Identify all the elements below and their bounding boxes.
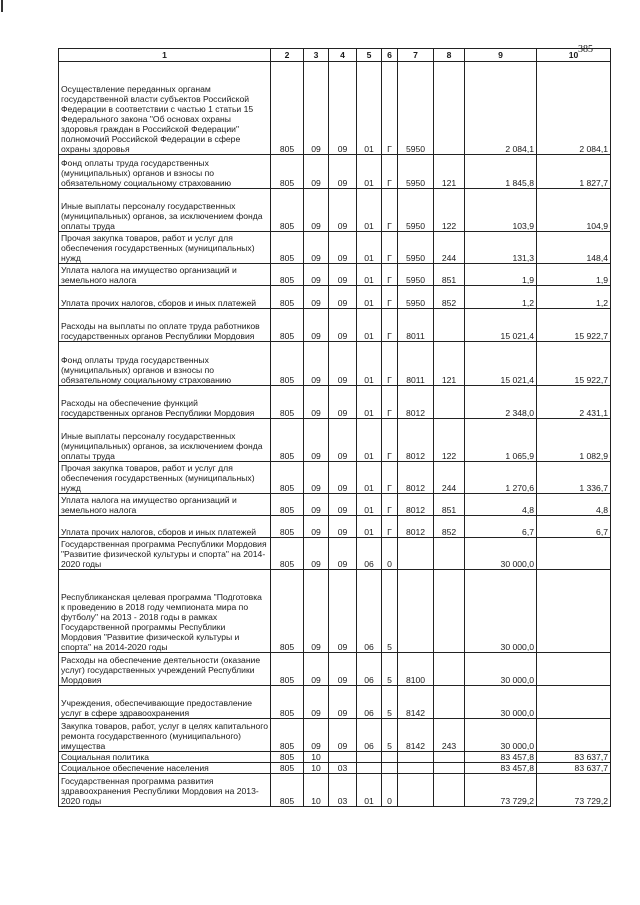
code-ministry-cell: 805 <box>271 342 304 386</box>
col-header-4: 4 <box>329 49 357 62</box>
code-section-cell: 09 <box>304 189 329 232</box>
amount-year2-cell: 6,7 <box>537 516 611 538</box>
code-direction-cell: 8011 <box>398 342 434 386</box>
code-subprogram-cell: Г <box>382 342 398 386</box>
row-name-cell: Социальная политика <box>59 752 271 763</box>
code-program-cell: 01 <box>357 516 382 538</box>
col-header-3: 3 <box>304 49 329 62</box>
table-row <box>59 462 611 494</box>
code-section-cell: 09 <box>304 516 329 538</box>
code-program-cell: 01 <box>357 232 382 264</box>
code-program-cell: 01 <box>357 774 382 807</box>
col-header-8: 8 <box>434 49 465 62</box>
code-ministry-cell: 805 <box>271 494 304 516</box>
table-row <box>59 538 611 570</box>
code-expense-type-cell: 122 <box>434 189 465 232</box>
row-name-cell: Уплата прочих налогов, сборов и иных платежей <box>59 516 271 538</box>
amount-year1-cell: 15 021,4 <box>465 309 537 342</box>
amount-year1-cell: 83 457,8 <box>465 752 537 763</box>
table-row <box>59 719 611 752</box>
table-row <box>59 286 611 309</box>
col-header-5: 5 <box>357 49 382 62</box>
amount-year2-cell: 73 729,2 <box>537 774 611 807</box>
code-section-cell: 09 <box>304 653 329 686</box>
code-ministry-cell: 805 <box>271 62 304 155</box>
amount-year2-cell <box>537 570 611 653</box>
code-subsection-cell: 09 <box>329 570 357 653</box>
table-row <box>59 494 611 516</box>
code-expense-type-cell: 852 <box>434 516 465 538</box>
code-direction-cell: 8012 <box>398 386 434 419</box>
page-number: 385 <box>578 44 593 55</box>
code-subsection-cell: 09 <box>329 653 357 686</box>
code-expense-type-cell: 851 <box>434 494 465 516</box>
amount-year2-cell: 15 922,7 <box>537 309 611 342</box>
table-row <box>59 264 611 286</box>
code-direction-cell <box>398 570 434 653</box>
code-subsection-cell: 09 <box>329 538 357 570</box>
amount-year2-cell: 15 922,7 <box>537 342 611 386</box>
amount-year2-cell: 1 827,7 <box>537 155 611 189</box>
code-program-cell: 01 <box>357 189 382 232</box>
amount-year2-cell: 83 637,7 <box>537 752 611 763</box>
code-section-cell: 09 <box>304 155 329 189</box>
code-section-cell: 09 <box>304 342 329 386</box>
code-program-cell: 01 <box>357 62 382 155</box>
code-section-cell: 09 <box>304 286 329 309</box>
row-name-cell: Уплата налога на имущество организаций и земельного налога <box>59 494 271 516</box>
code-ministry-cell: 805 <box>271 309 304 342</box>
amount-year1-cell: 83 457,8 <box>465 763 537 774</box>
code-direction-cell <box>398 538 434 570</box>
row-name-cell: Фонд оплаты труда государственных (муниципальных) органов и взносы по обязательному социальному страхованию <box>59 342 271 386</box>
code-program-cell: 01 <box>357 386 382 419</box>
code-section-cell: 09 <box>304 686 329 719</box>
amount-year1-cell: 1,2 <box>465 286 537 309</box>
code-expense-type-cell: 244 <box>434 462 465 494</box>
code-direction-cell: 5950 <box>398 232 434 264</box>
code-expense-type-cell <box>434 752 465 763</box>
code-subsection-cell: 09 <box>329 342 357 386</box>
amount-year1-cell: 30 000,0 <box>465 570 537 653</box>
code-subsection-cell <box>329 752 357 763</box>
code-expense-type-cell: 121 <box>434 342 465 386</box>
code-expense-type-cell: 852 <box>434 286 465 309</box>
row-name-cell: Прочая закупка товаров, работ и услуг для обеспечения государственных (муниципальных) нужд <box>59 232 271 264</box>
code-subsection-cell: 09 <box>329 516 357 538</box>
table-row <box>59 516 611 538</box>
code-expense-type-cell <box>434 774 465 807</box>
code-direction-cell: 8011 <box>398 309 434 342</box>
col-header-1: 1 <box>59 49 271 62</box>
amount-year2-cell: 148,4 <box>537 232 611 264</box>
code-expense-type-cell <box>434 538 465 570</box>
table-row <box>59 309 611 342</box>
header-row <box>59 49 611 62</box>
code-section-cell: 09 <box>304 570 329 653</box>
amount-year1-cell: 30 000,0 <box>465 719 537 752</box>
code-direction-cell: 5950 <box>398 264 434 286</box>
code-section-cell: 09 <box>304 62 329 155</box>
row-name-cell: Закупка товаров, работ, услуг в целях капитального ремонта государственного (муниципального) имущества <box>59 719 271 752</box>
code-ministry-cell: 805 <box>271 232 304 264</box>
row-name-cell: Прочая закупка товаров, работ и услуг для обеспечения государственных (муниципальных) нужд <box>59 462 271 494</box>
row-name-cell: Учреждения, обеспечивающие предоставление услуг в сфере здравоохранения <box>59 686 271 719</box>
code-ministry-cell: 805 <box>271 538 304 570</box>
code-section-cell: 09 <box>304 419 329 462</box>
code-program-cell: 06 <box>357 653 382 686</box>
amount-year1-cell: 30 000,0 <box>465 686 537 719</box>
amount-year2-cell <box>537 686 611 719</box>
code-subsection-cell: 09 <box>329 232 357 264</box>
code-subsection-cell: 09 <box>329 189 357 232</box>
code-program-cell: 06 <box>357 719 382 752</box>
code-section-cell: 09 <box>304 494 329 516</box>
code-subprogram-cell: 5 <box>382 653 398 686</box>
table-row <box>59 62 611 155</box>
amount-year2-cell: 2 084,1 <box>537 62 611 155</box>
amount-year1-cell: 30 000,0 <box>465 538 537 570</box>
table-row <box>59 763 611 774</box>
amount-year1-cell: 2 348,0 <box>465 386 537 419</box>
amount-year2-cell: 2 431,1 <box>537 386 611 419</box>
code-program-cell: 01 <box>357 286 382 309</box>
code-ministry-cell: 805 <box>271 516 304 538</box>
code-ministry-cell: 805 <box>271 653 304 686</box>
amount-year1-cell: 1,9 <box>465 264 537 286</box>
row-name-cell: Иные выплаты персоналу государственных (муниципальных) органов, за исключением фонда оплаты труда <box>59 419 271 462</box>
table-row <box>59 774 611 807</box>
code-expense-type-cell <box>434 309 465 342</box>
code-program-cell: 01 <box>357 309 382 342</box>
code-direction-cell: 8100 <box>398 653 434 686</box>
code-subsection-cell: 09 <box>329 419 357 462</box>
code-expense-type-cell <box>434 763 465 774</box>
code-subsection-cell: 09 <box>329 286 357 309</box>
code-direction-cell: 8012 <box>398 462 434 494</box>
code-subprogram-cell: Г <box>382 309 398 342</box>
row-name-cell: Государственная программа развития здравоохранения Республики Мордовия на 2013-2020 годы <box>59 774 271 807</box>
code-subprogram-cell: Г <box>382 419 398 462</box>
code-program-cell <box>357 763 382 774</box>
code-subsection-cell: 09 <box>329 686 357 719</box>
amount-year1-cell: 1 270,6 <box>465 462 537 494</box>
code-program-cell: 06 <box>357 686 382 719</box>
code-direction-cell: 8012 <box>398 516 434 538</box>
amount-year1-cell: 15 021,4 <box>465 342 537 386</box>
code-program-cell: 01 <box>357 419 382 462</box>
amount-year1-cell: 2 084,1 <box>465 62 537 155</box>
code-section-cell: 09 <box>304 538 329 570</box>
code-subsection-cell: 09 <box>329 462 357 494</box>
code-section-cell: 09 <box>304 264 329 286</box>
row-name-cell: Республиканская целевая программа "Подготовка к проведению в 2018 году чемпионата мира по футболу" на 2013 - 2018 годы в рамках Государственной программы Республики Мордовия "Развитие физической культуры и спорта" на 2014-2020 годы <box>59 570 271 653</box>
amount-year1-cell: 30 000,0 <box>465 653 537 686</box>
code-direction-cell: 8142 <box>398 719 434 752</box>
row-name-cell: Социальное обеспечение населения <box>59 763 271 774</box>
amount-year2-cell <box>537 653 611 686</box>
code-expense-type-cell: 243 <box>434 719 465 752</box>
code-subprogram-cell: Г <box>382 516 398 538</box>
col-header-2: 2 <box>271 49 304 62</box>
row-name-cell: Расходы на обеспечение функций государственных органов Республики Мордовия <box>59 386 271 419</box>
code-program-cell: 06 <box>357 570 382 653</box>
code-ministry-cell: 805 <box>271 686 304 719</box>
code-ministry-cell: 805 <box>271 155 304 189</box>
code-direction-cell <box>398 763 434 774</box>
code-expense-type-cell <box>434 62 465 155</box>
code-program-cell: 01 <box>357 342 382 386</box>
code-program-cell: 01 <box>357 462 382 494</box>
code-ministry-cell: 805 <box>271 774 304 807</box>
code-subsection-cell: 03 <box>329 763 357 774</box>
code-subsection-cell: 09 <box>329 719 357 752</box>
amount-year2-cell: 1 336,7 <box>537 462 611 494</box>
code-ministry-cell: 805 <box>271 462 304 494</box>
code-direction-cell: 8012 <box>398 494 434 516</box>
code-subprogram-cell: Г <box>382 386 398 419</box>
amount-year1-cell: 1 845,8 <box>465 155 537 189</box>
code-direction-cell: 8142 <box>398 686 434 719</box>
code-ministry-cell: 805 <box>271 386 304 419</box>
code-subprogram-cell: Г <box>382 189 398 232</box>
code-expense-type-cell: 244 <box>434 232 465 264</box>
code-direction-cell: 5950 <box>398 189 434 232</box>
code-direction-cell: 8012 <box>398 419 434 462</box>
table-row <box>59 653 611 686</box>
row-name-cell: Иные выплаты персоналу государственных (муниципальных) органов, за исключением фонда оплаты труда <box>59 189 271 232</box>
code-subsection-cell: 09 <box>329 494 357 516</box>
code-subprogram-cell: 5 <box>382 570 398 653</box>
code-direction-cell: 5950 <box>398 62 434 155</box>
code-ministry-cell: 805 <box>271 752 304 763</box>
code-subprogram-cell: 0 <box>382 538 398 570</box>
amount-year2-cell: 1 082,9 <box>537 419 611 462</box>
code-ministry-cell: 805 <box>271 286 304 309</box>
code-section-cell: 09 <box>304 719 329 752</box>
row-name-cell: Фонд оплаты труда государственных (муниципальных) органов и взносы по обязательному социальному страхованию <box>59 155 271 189</box>
amount-year1-cell: 1 065,9 <box>465 419 537 462</box>
code-subprogram-cell: Г <box>382 155 398 189</box>
col-header-7: 7 <box>398 49 434 62</box>
code-section-cell: 09 <box>304 386 329 419</box>
amount-year1-cell: 73 729,2 <box>465 774 537 807</box>
code-subsection-cell: 09 <box>329 155 357 189</box>
row-name-cell: Уплата прочих налогов, сборов и иных платежей <box>59 286 271 309</box>
amount-year2-cell <box>537 719 611 752</box>
code-subprogram-cell: Г <box>382 62 398 155</box>
amount-year2-cell: 104,9 <box>537 189 611 232</box>
code-subsection-cell: 09 <box>329 386 357 419</box>
code-subprogram-cell: Г <box>382 494 398 516</box>
code-subsection-cell: 09 <box>329 62 357 155</box>
amount-year2-cell: 1,9 <box>537 264 611 286</box>
table-row <box>59 386 611 419</box>
code-program-cell: 01 <box>357 155 382 189</box>
code-subprogram-cell: Г <box>382 264 398 286</box>
code-program-cell: 06 <box>357 538 382 570</box>
amount-year1-cell: 103,9 <box>465 189 537 232</box>
code-subprogram-cell: 0 <box>382 774 398 807</box>
table-row <box>59 419 611 462</box>
row-name-cell: Расходы на обеспечение деятельности (оказание услуг) государственных учреждений Республики Мордовия <box>59 653 271 686</box>
code-section-cell: 10 <box>304 774 329 807</box>
code-subsection-cell: 09 <box>329 309 357 342</box>
code-direction-cell <box>398 752 434 763</box>
col-header-10: 10 <box>537 49 611 62</box>
code-section-cell: 10 <box>304 763 329 774</box>
code-expense-type-cell <box>434 570 465 653</box>
row-name-cell: Осуществление переданных органам государственной власти субъектов Российской Федерации в соответствии с частью 1 статьи 15 Федерального закона "Об основах охраны здоровья граждан в Российской Федерации" полномочий Российской Федерации в сфере охраны здоровья <box>59 62 271 155</box>
table-row <box>59 570 611 653</box>
row-name-cell: Государственная программа Республики Мордовия "Развитие физической культуры и спорта" на 2014-2020 годы <box>59 538 271 570</box>
code-expense-type-cell: 851 <box>434 264 465 286</box>
code-ministry-cell: 805 <box>271 419 304 462</box>
code-ministry-cell: 805 <box>271 189 304 232</box>
code-subprogram-cell <box>382 752 398 763</box>
table-row <box>59 752 611 763</box>
col-header-6: 6 <box>382 49 398 62</box>
code-section-cell: 09 <box>304 232 329 264</box>
code-direction-cell: 5950 <box>398 155 434 189</box>
table-row <box>59 155 611 189</box>
code-section-cell: 09 <box>304 462 329 494</box>
code-expense-type-cell: 122 <box>434 419 465 462</box>
row-name-cell: Расходы на выплаты по оплате труда работников государственных органов Республики Мордовия <box>59 309 271 342</box>
table-row <box>59 232 611 264</box>
code-subsection-cell: 09 <box>329 264 357 286</box>
amount-year2-cell <box>537 538 611 570</box>
code-subprogram-cell: Г <box>382 232 398 264</box>
code-expense-type-cell <box>434 386 465 419</box>
code-section-cell: 09 <box>304 309 329 342</box>
code-expense-type-cell <box>434 686 465 719</box>
code-subprogram-cell <box>382 763 398 774</box>
code-expense-type-cell: 121 <box>434 155 465 189</box>
code-section-cell: 10 <box>304 752 329 763</box>
code-subprogram-cell: Г <box>382 286 398 309</box>
budget-table <box>58 48 611 807</box>
code-subsection-cell: 03 <box>329 774 357 807</box>
code-program-cell: 01 <box>357 264 382 286</box>
code-program-cell: 01 <box>357 494 382 516</box>
table-row <box>59 686 611 719</box>
code-ministry-cell: 805 <box>271 719 304 752</box>
code-subprogram-cell: 5 <box>382 686 398 719</box>
row-name-cell: Уплата налога на имущество организаций и земельного налога <box>59 264 271 286</box>
amount-year2-cell: 4,8 <box>537 494 611 516</box>
table-row <box>59 189 611 232</box>
amount-year2-cell: 83 637,7 <box>537 763 611 774</box>
code-subprogram-cell: 5 <box>382 719 398 752</box>
code-subprogram-cell: Г <box>382 462 398 494</box>
code-direction-cell: 5950 <box>398 286 434 309</box>
amount-year2-cell: 1,2 <box>537 286 611 309</box>
col-header-9: 9 <box>465 49 537 62</box>
code-direction-cell <box>398 774 434 807</box>
code-ministry-cell: 805 <box>271 570 304 653</box>
amount-year1-cell: 4,8 <box>465 494 537 516</box>
code-program-cell <box>357 752 382 763</box>
amount-year1-cell: 6,7 <box>465 516 537 538</box>
code-ministry-cell: 805 <box>271 763 304 774</box>
scan-edge-mark <box>1 0 3 12</box>
table-row <box>59 342 611 386</box>
code-ministry-cell: 805 <box>271 264 304 286</box>
amount-year1-cell: 131,3 <box>465 232 537 264</box>
code-expense-type-cell <box>434 653 465 686</box>
